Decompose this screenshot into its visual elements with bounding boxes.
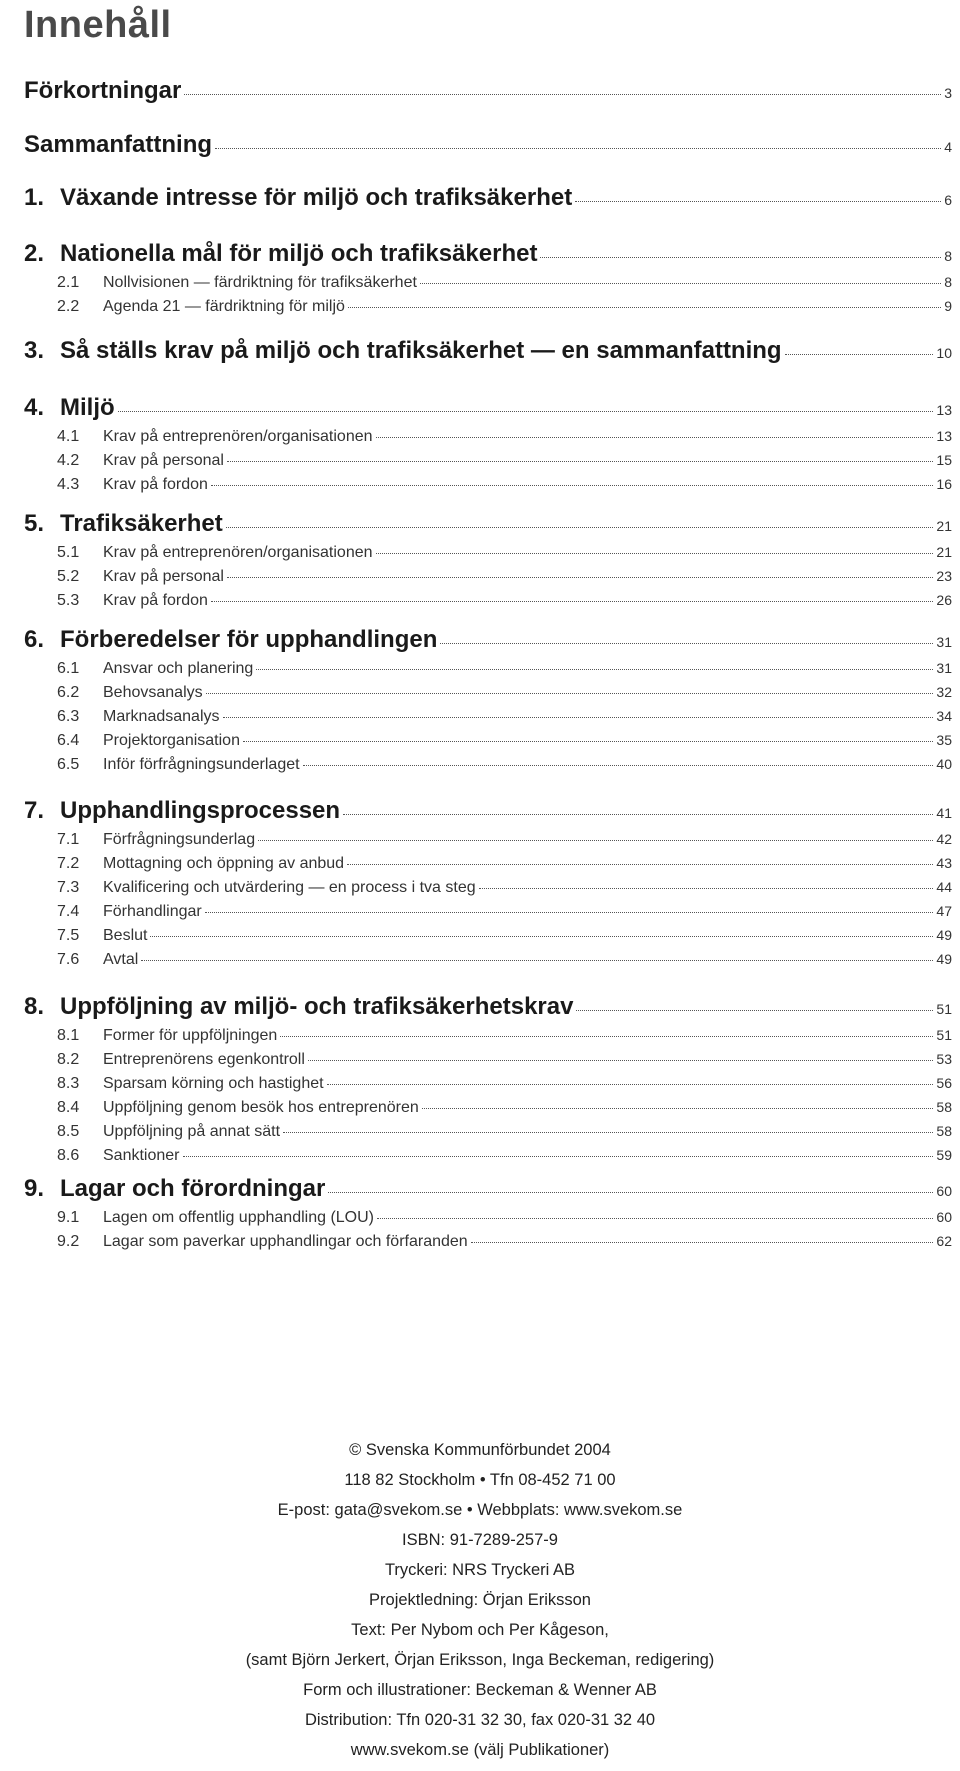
toc-dot-leader <box>420 283 941 284</box>
toc-section-row[interactable] <box>57 855 952 873</box>
toc-entry-number: 6. <box>24 626 45 653</box>
toc-dot-leader <box>348 307 941 308</box>
toc-entry-title: Trafiksäkerhet <box>60 510 223 537</box>
toc-entry-title: Lagen om offentlig upphandling (LOU) <box>103 1209 374 1226</box>
toc-page-number: 23 <box>936 568 952 584</box>
toc-section-row[interactable] <box>57 1209 952 1227</box>
toc-section-row[interactable] <box>57 1147 952 1165</box>
toc-entry-title: Kvalificering och utvärdering — en process i tva steg <box>103 879 476 896</box>
toc-entry-number: 7.6 <box>57 951 80 968</box>
toc-dot-leader <box>280 1036 933 1037</box>
toc-section-row[interactable] <box>57 452 952 470</box>
toc-entry-title: Agenda 21 — färdriktning för miljö <box>103 298 345 315</box>
toc-entry-number: 4.3 <box>57 476 80 493</box>
toc-dot-leader <box>215 148 941 149</box>
toc-entry-title: Så ställs krav på miljö och trafiksäkerhet — en sammanfattning <box>60 337 782 364</box>
toc-entry-number: 4.2 <box>57 452 80 469</box>
toc-section-row[interactable] <box>57 732 952 750</box>
toc-chapter-row[interactable] <box>24 510 952 538</box>
toc-dot-leader <box>479 888 934 889</box>
toc-entry-number: 7.4 <box>57 903 80 920</box>
toc-dot-leader <box>283 1132 933 1133</box>
toc-entry-title: Beslut <box>103 927 148 944</box>
toc-entry-title: Förkortningar <box>24 77 182 104</box>
toc-entry-number: 8.4 <box>57 1099 80 1116</box>
toc-entry-title: Förberedelser för upphandlingen <box>60 626 438 653</box>
toc-page-number: 10 <box>936 345 952 361</box>
toc-page-number: 58 <box>936 1099 952 1115</box>
toc-dot-leader <box>576 1010 933 1011</box>
toc-dot-leader <box>422 1108 934 1109</box>
toc-entry-number: 6.5 <box>57 756 80 773</box>
toc-page-number: 16 <box>936 476 952 492</box>
toc-dot-leader <box>256 669 933 670</box>
colophon-line: www.svekom.se (välj Publikationer) <box>350 1741 610 1759</box>
toc-page-number: 49 <box>936 951 952 967</box>
toc-dot-leader <box>223 717 934 718</box>
toc-section-row[interactable] <box>57 592 952 610</box>
page-title: Innehåll <box>24 4 172 46</box>
toc-entry-title: Avtal <box>103 951 139 968</box>
toc-entry-title: Inför förfrågningsunderlaget <box>103 756 300 773</box>
toc-entry-number: 2.2 <box>57 298 80 315</box>
toc-entry-title: Krav på fordon <box>103 592 208 609</box>
toc-section-row[interactable] <box>57 544 952 562</box>
colophon-line: (samt Björn Jerkert, Örjan Eriksson, Inga Beckeman, redigering) <box>245 1651 715 1669</box>
toc-dot-leader <box>440 643 933 644</box>
toc-entry-number: 6.1 <box>57 660 80 677</box>
toc-entry-number: 8.5 <box>57 1123 80 1140</box>
toc-chapter-row[interactable] <box>24 626 952 654</box>
toc-page-number: 21 <box>936 518 952 534</box>
toc-dot-leader <box>226 527 934 528</box>
toc-page-number: 6 <box>944 192 952 208</box>
toc-section-row[interactable] <box>57 951 952 969</box>
colophon-line: 118 82 Stockholm • Tfn 08-452 71 00 <box>344 1471 616 1489</box>
toc-page-number: 31 <box>936 634 952 650</box>
toc-entry-title: Växande intresse för miljö och trafiksäkerhet <box>60 184 573 211</box>
toc-entry-title: Sparsam körning och hastighet <box>103 1075 324 1092</box>
toc-section-row[interactable] <box>57 1027 952 1045</box>
toc-entry-title: Krav på personal <box>103 568 224 585</box>
toc-page-number: 13 <box>936 402 952 418</box>
toc-entry-number: 5.1 <box>57 544 80 561</box>
toc-section-row[interactable] <box>57 1075 952 1093</box>
toc-entry-title: Uppföljning på annat sätt <box>103 1123 281 1140</box>
toc-entry-number: 7.1 <box>57 831 80 848</box>
toc-page-number: 51 <box>936 1001 952 1017</box>
colophon-line: © Svenska Kommunförbundet 2004 <box>349 1441 611 1459</box>
toc-page-number: 26 <box>936 592 952 608</box>
toc-section-row[interactable] <box>57 298 952 316</box>
toc-dot-leader <box>183 1156 934 1157</box>
toc-dot-leader <box>308 1060 934 1061</box>
toc-page-number: 40 <box>936 756 952 772</box>
toc-dot-leader <box>575 201 941 202</box>
colophon-line: Text: Per Nybom och Per Kågeson, <box>351 1621 609 1639</box>
toc-section-row[interactable] <box>57 927 952 945</box>
toc-dot-leader <box>785 354 934 355</box>
toc-entry-title: Uppföljning genom besök hos entreprenören <box>103 1099 419 1116</box>
toc-entry-number: 9. <box>24 1175 45 1202</box>
toc-page-number: 15 <box>936 452 952 468</box>
toc-section-row[interactable] <box>57 903 952 921</box>
toc-chapter-row[interactable] <box>24 1175 952 1203</box>
toc-section-row[interactable] <box>57 1099 952 1117</box>
colophon <box>0 1435 960 1765</box>
toc-entry-number: 2. <box>24 240 45 267</box>
toc-page-number: 44 <box>936 879 952 895</box>
toc-entry-number: 8.1 <box>57 1027 80 1044</box>
toc-dot-leader <box>347 864 933 865</box>
toc-entry-title: Ansvar och planering <box>103 660 254 677</box>
toc-page-number: 41 <box>936 805 952 821</box>
toc-entry-title: Uppföljning av miljö- och trafiksäkerhetskrav <box>60 993 574 1020</box>
toc-entry-title: Mottagning och öppning av anbud <box>103 855 345 872</box>
toc-entry-title: Förhandlingar <box>103 903 202 920</box>
toc-page-number: 21 <box>936 544 952 560</box>
toc-entry-number: 6.2 <box>57 684 80 701</box>
toc-dot-leader <box>328 1192 933 1193</box>
colophon-line: Projektledning: Örjan Eriksson <box>369 1591 591 1609</box>
toc-page-number: 62 <box>936 1233 952 1249</box>
toc-entry-number: 5. <box>24 510 45 537</box>
toc-dot-leader <box>227 577 933 578</box>
toc-dot-leader <box>118 411 934 412</box>
toc-page-number: 34 <box>936 708 952 724</box>
toc-entry-title: Krav på personal <box>103 452 224 469</box>
toc-dot-leader <box>206 693 934 694</box>
toc-dot-leader <box>211 485 933 486</box>
colophon-line: ISBN: 91-7289-257-9 <box>402 1531 558 1549</box>
toc-page-number: 8 <box>944 248 952 264</box>
toc-dot-leader <box>343 814 933 815</box>
toc-entry-number: 7.3 <box>57 879 80 896</box>
toc-entry-title: Marknadsanalys <box>103 708 220 725</box>
toc-section-row[interactable] <box>57 831 952 849</box>
toc-chapter-row[interactable] <box>24 394 952 422</box>
toc-page-number: 42 <box>936 831 952 847</box>
toc-entry-number: 9.2 <box>57 1233 80 1250</box>
toc-entry-title: Lagar som paverkar upphandlingar och förfaranden <box>103 1233 468 1250</box>
toc-page-number: 9 <box>944 298 952 314</box>
toc-page-number: 56 <box>936 1075 952 1091</box>
toc-page-number: 8 <box>944 274 952 290</box>
toc-section-row[interactable] <box>57 476 952 494</box>
toc-section-row[interactable] <box>57 568 952 586</box>
toc-chapter-row[interactable] <box>24 337 952 365</box>
colophon-line: Tryckeri: NRS Tryckeri AB <box>384 1561 576 1579</box>
toc-dot-leader <box>540 257 941 258</box>
toc-entry-number: 2.1 <box>57 274 80 291</box>
toc-page-number: 35 <box>936 732 952 748</box>
toc-page-number: 4 <box>944 139 952 155</box>
toc-dot-leader <box>211 601 933 602</box>
toc-entry-title: Miljö <box>60 394 115 421</box>
toc-entry-number: 8.6 <box>57 1147 80 1164</box>
toc-section-row[interactable] <box>57 660 952 678</box>
toc-section-row[interactable] <box>57 684 952 702</box>
toc-dot-leader <box>327 1084 934 1085</box>
toc-page-number: 60 <box>936 1183 952 1199</box>
toc-entry-title: Nollvisionen — färdriktning för trafiksäkerhet <box>103 274 417 291</box>
toc-page-number: 31 <box>936 660 952 676</box>
toc-entry-title: Sammanfattning <box>24 131 213 158</box>
toc-chapter-row[interactable] <box>24 131 952 159</box>
toc-chapter-row[interactable] <box>24 993 952 1021</box>
toc-dot-leader <box>150 936 933 937</box>
toc-page-number: 3 <box>944 85 952 101</box>
toc-entry-number: 4. <box>24 394 45 421</box>
toc-entry-title: Sanktioner <box>103 1147 180 1164</box>
toc-section-row[interactable] <box>57 879 952 897</box>
toc-dot-leader <box>471 1242 934 1243</box>
toc-page-number: 47 <box>936 903 952 919</box>
toc-chapter-row[interactable] <box>24 240 952 268</box>
toc-dot-leader <box>141 960 933 961</box>
toc-dot-leader <box>243 741 933 742</box>
toc-entry-number: 6.3 <box>57 708 80 725</box>
colophon-line: Form och illustrationer: Beckeman & Wenner AB <box>303 1681 657 1699</box>
toc-entry-number: 8.3 <box>57 1075 80 1092</box>
toc-entry-number: 8. <box>24 993 45 1020</box>
toc-section-row[interactable] <box>57 428 952 446</box>
toc-dot-leader <box>303 765 934 766</box>
toc-entry-title: Krav på entreprenören/organisationen <box>103 428 373 445</box>
toc-section-row[interactable] <box>57 1123 952 1141</box>
toc-page-number: 53 <box>936 1051 952 1067</box>
toc-entry-number: 5.3 <box>57 592 80 609</box>
toc-page-number: 58 <box>936 1123 952 1139</box>
toc-dot-leader <box>205 912 934 913</box>
toc-section-row[interactable] <box>57 1051 952 1069</box>
toc-entry-number: 7. <box>24 797 45 824</box>
toc-dot-leader <box>377 1218 933 1219</box>
toc-entry-number: 6.4 <box>57 732 80 749</box>
toc-dot-leader <box>184 94 941 95</box>
toc-entry-title: Krav på fordon <box>103 476 208 493</box>
toc-section-row[interactable] <box>57 756 952 774</box>
toc-section-row[interactable] <box>57 1233 952 1251</box>
toc-chapter-row[interactable] <box>24 184 952 212</box>
toc-entry-title: Krav på entreprenören/organisationen <box>103 544 373 561</box>
toc-entry-number: 3. <box>24 337 45 364</box>
toc-page-number: 51 <box>936 1027 952 1043</box>
toc-page-number: 32 <box>936 684 952 700</box>
toc-entry-number: 7.2 <box>57 855 80 872</box>
toc-entry-number: 1. <box>24 184 45 211</box>
toc-dot-leader <box>227 461 933 462</box>
toc-entry-title: Lagar och förordningar <box>60 1175 326 1202</box>
toc-dot-leader <box>258 840 933 841</box>
toc-entry-number: 7.5 <box>57 927 80 944</box>
toc-entry-title: Entreprenörens egenkontroll <box>103 1051 305 1068</box>
toc-page-number: 13 <box>936 428 952 444</box>
toc-entry-title: Behovsanalys <box>103 684 203 701</box>
toc-entry-title: Former för uppföljningen <box>103 1027 278 1044</box>
colophon-line: Distribution: Tfn 020-31 32 30, fax 020-31 32 40 <box>304 1711 656 1729</box>
toc-entry-number: 8.2 <box>57 1051 80 1068</box>
colophon-line: E-post: gata@svekom.se • Webbplats: www.svekom.se <box>277 1501 683 1519</box>
toc-entry-title: Upphandlingsprocessen <box>60 797 341 824</box>
toc-entry-title: Nationella mål för miljö och trafiksäkerhet <box>60 240 538 267</box>
toc-entry-title: Förfrågningsunderlag <box>103 831 256 848</box>
toc-entry-number: 5.2 <box>57 568 80 585</box>
toc-dot-leader <box>376 437 934 438</box>
toc-page-number: 59 <box>936 1147 952 1163</box>
toc-entry-title: Projektorganisation <box>103 732 240 749</box>
toc-entry-number: 9.1 <box>57 1209 80 1226</box>
toc-dot-leader <box>376 553 934 554</box>
toc-chapter-row[interactable] <box>24 797 952 825</box>
toc-page-number: 49 <box>936 927 952 943</box>
toc-page-number: 43 <box>936 855 952 871</box>
toc-chapter-row[interactable] <box>24 77 952 105</box>
toc-entry-number: 4.1 <box>57 428 80 445</box>
toc-section-row[interactable] <box>57 708 952 726</box>
toc-page-number: 60 <box>936 1209 952 1225</box>
toc-section-row[interactable] <box>57 274 952 292</box>
